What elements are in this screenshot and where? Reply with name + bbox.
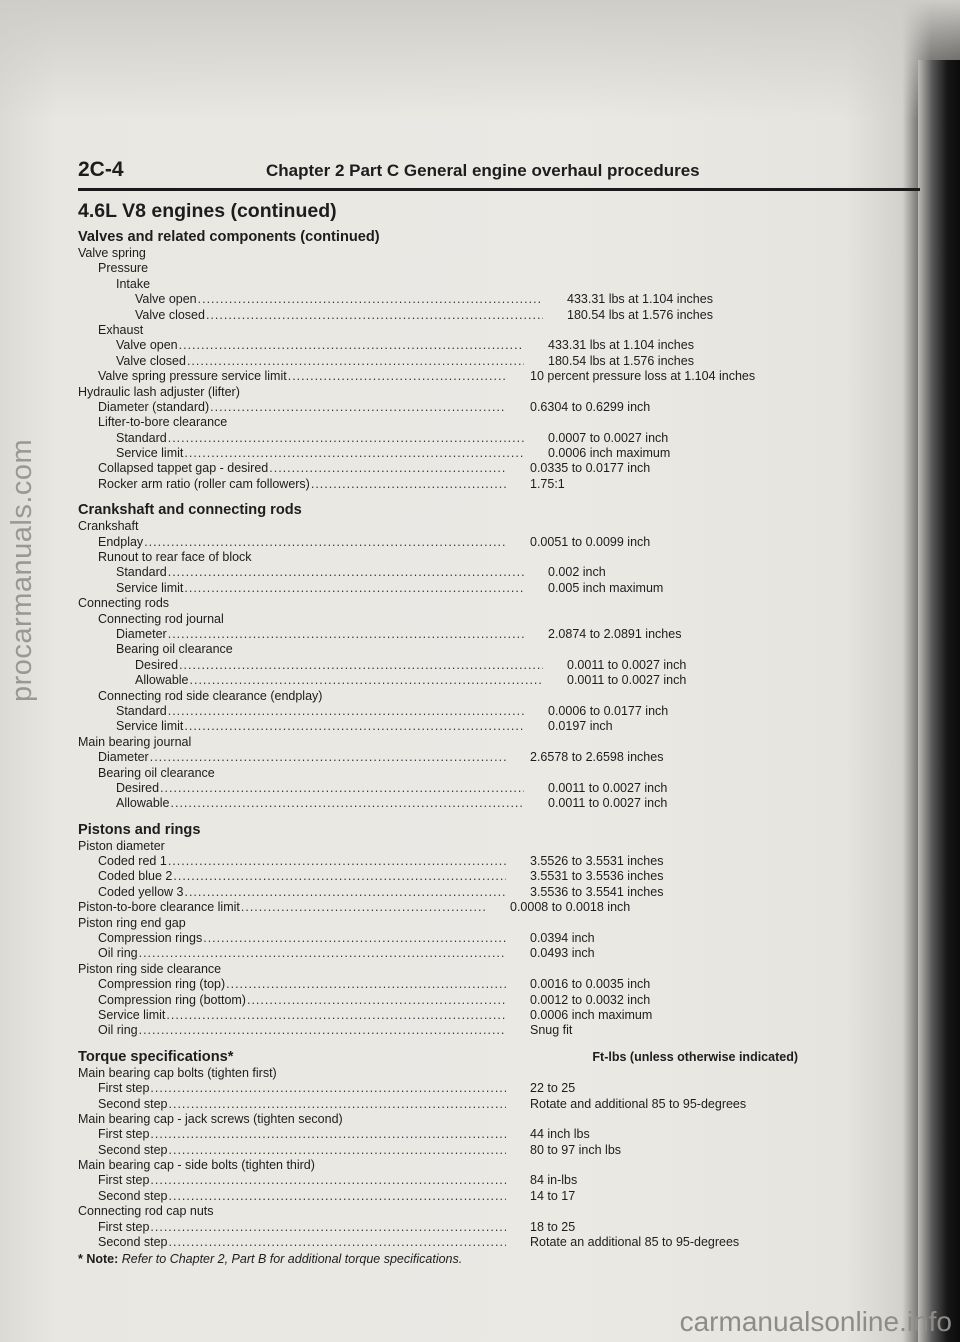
spec-label-cell: [78, 750, 506, 765]
dot-leader: [184, 719, 524, 734]
spec-value: 0.0394 inch: [530, 931, 595, 946]
spec-row: [78, 627, 778, 642]
dot-leader: [226, 977, 506, 992]
spec-label: Main bearing cap - side bolts (tighten third): [78, 1158, 315, 1173]
spec-label-cell: [78, 1235, 506, 1250]
spec-label: Bearing oil clearance: [98, 765, 215, 780]
spec-value: 0.0011 to 0.0027 inch: [548, 796, 668, 811]
spec-value: 433.31 lbs at 1.104 inches: [567, 292, 713, 307]
dot-leader: [169, 1189, 507, 1204]
dot-leader: [139, 946, 506, 961]
dot-leader: [269, 461, 506, 476]
spec-label: Diameter: [116, 626, 167, 641]
spec-label-cell: [78, 461, 506, 476]
spec-value: 433.31 lbs at 1.104 inches: [548, 338, 694, 353]
spec-label: Connecting rods: [78, 596, 170, 611]
spec-value: 3.5526 to 3.5531 inches: [530, 854, 664, 869]
spec-row: [78, 261, 778, 276]
spec-row: [78, 1127, 778, 1142]
spec-label: Second step: [98, 1188, 168, 1203]
spec-label-cell: [78, 962, 486, 977]
dot-leader: [184, 885, 506, 900]
spec-label: Second step: [98, 1235, 168, 1250]
footnote-prefix: * Note:: [78, 1252, 119, 1267]
spec-value: 0.0006 inch maximum: [548, 446, 671, 461]
spec-label-cell: [78, 1158, 486, 1173]
spec-label-cell: [78, 839, 486, 854]
spec-label-cell: [78, 400, 506, 415]
spec-label-cell: [78, 565, 524, 580]
spec-label: Rocker arm ratio (roller cam followers): [98, 476, 310, 491]
spec-label-cell: [78, 308, 543, 323]
subsection-heading-text: Crankshaft and connecting rods: [78, 502, 302, 519]
subsection-heading: [78, 501, 758, 519]
spec-row: [78, 354, 778, 369]
spec-row: [78, 1158, 778, 1173]
dot-leader: [150, 1220, 506, 1235]
spec-value: 0.6304 to 0.6299 inch: [530, 399, 651, 414]
spec-label: Valve closed: [116, 353, 186, 368]
spec-label-cell: [78, 766, 506, 781]
dot-leader: [184, 446, 524, 461]
spec-label-cell: [78, 673, 543, 688]
spec-label: Main bearing cap - jack screws (tighten second): [78, 1111, 343, 1126]
spec-value: 10 percent pressure loss at 1.104 inches: [530, 369, 756, 384]
spec-label: Endplay: [98, 534, 144, 549]
spec-label-cell: [78, 1220, 506, 1235]
spec-row: [78, 519, 778, 534]
spec-row: [78, 565, 778, 580]
dot-leader: [206, 308, 543, 323]
dot-leader: [171, 796, 524, 811]
spec-label-cell: [78, 446, 524, 461]
subsection-heading-text: Torque specifications*: [78, 1048, 234, 1065]
spec-label: Oil ring: [98, 946, 138, 961]
dot-leader: [166, 1008, 506, 1023]
spec-label: Valve closed: [135, 307, 205, 322]
spec-label-cell: [78, 781, 524, 796]
spec-row: [78, 338, 778, 353]
section-gap: [78, 1039, 778, 1048]
spec-row: [78, 431, 778, 446]
spec-row: [78, 931, 778, 946]
spec-value: 0.0197 inch: [548, 719, 613, 734]
spec-label: Exhaust: [98, 322, 144, 337]
spec-value: 0.0016 to 0.0035 inch: [530, 977, 651, 992]
dot-leader: [150, 1173, 506, 1188]
spec-label: Service limit: [116, 446, 184, 461]
spec-label-cell: [78, 796, 524, 811]
spec-label-cell: [78, 1127, 506, 1142]
dot-leader: [179, 338, 524, 353]
page-header: [78, 158, 920, 191]
subsection-heading: [78, 1048, 798, 1066]
spec-row: [78, 946, 778, 961]
spec-label: Compression ring (top): [98, 977, 226, 992]
spec-label-cell: [78, 689, 506, 704]
spec-label-cell: [78, 519, 486, 534]
spec-row: [78, 766, 778, 781]
spec-row: [78, 535, 778, 550]
spec-row: [78, 1143, 778, 1158]
spec-label-cell: [78, 1204, 486, 1219]
footnote-text: Refer to Chapter 2, Part B for additional torque specifications.: [121, 1252, 463, 1267]
spec-label: Valve spring: [78, 246, 146, 260]
spec-label-cell: [78, 1066, 486, 1081]
spec-label: Desired: [116, 780, 160, 795]
spec-label: Allowable: [116, 796, 170, 811]
spec-label: Valve open: [135, 292, 197, 307]
spec-label-cell: [78, 354, 524, 369]
spec-label: Valve open: [116, 338, 178, 353]
dot-leader: [288, 369, 506, 384]
spec-label-cell: [78, 735, 486, 750]
spec-row: [78, 719, 778, 734]
dot-leader: [173, 869, 506, 884]
spec-label-cell: [78, 1143, 506, 1158]
spec-label-cell: [78, 885, 506, 900]
spec-label: Diameter (standard): [98, 399, 210, 414]
spec-label-cell: [78, 993, 506, 1008]
spec-label-cell: [78, 642, 524, 657]
spec-label: Piston ring end gap: [78, 915, 186, 930]
spec-label: Collapsed tappet gap - desired: [98, 461, 269, 476]
section-title: 4.6L V8 engines (continued): [78, 200, 337, 222]
dot-leader: [241, 900, 486, 915]
spec-label: First step: [98, 1219, 150, 1234]
spec-value: 180.54 lbs at 1.576 inches: [567, 307, 713, 322]
dot-leader: [144, 535, 506, 550]
spec-label-cell: [78, 1173, 506, 1188]
spec-row: [78, 704, 778, 719]
spec-row: [78, 977, 778, 992]
spec-label-cell: [78, 246, 486, 261]
dot-leader: [311, 477, 506, 492]
dot-leader: [210, 400, 506, 415]
spec-label: Bearing oil clearance: [116, 642, 233, 657]
spec-label: Service limit: [116, 580, 184, 595]
spec-label: Second step: [98, 1142, 168, 1157]
spec-value: 0.005 inch maximum: [548, 580, 664, 595]
spec-row: [78, 385, 778, 400]
spec-value: Rotate an additional 85 to 95-degrees: [530, 1235, 740, 1250]
spec-label-cell: [78, 581, 524, 596]
dot-leader: [187, 354, 524, 369]
spec-row: [78, 292, 778, 307]
spec-value: 1.75:1: [530, 476, 565, 491]
spec-label: Hydraulic lash adjuster (lifter): [78, 384, 240, 399]
footnote: [78, 1252, 778, 1267]
spec-label: Runout to rear face of block: [98, 550, 252, 565]
spec-label-cell: [78, 535, 506, 550]
spec-value: 18 to 25: [530, 1219, 576, 1234]
dot-leader: [168, 704, 524, 719]
spec-label: Coded red 1: [98, 854, 167, 869]
spec-value: 0.0006 to 0.0177 inch: [548, 703, 669, 718]
spec-row: [78, 308, 778, 323]
spec-label-cell: [78, 1189, 506, 1204]
spec-row: [78, 900, 778, 915]
spec-row: [78, 1097, 778, 1112]
spec-row: [78, 689, 778, 704]
spec-value: 0.0011 to 0.0027 inch: [567, 673, 687, 688]
spec-row: [78, 477, 778, 492]
spec-label-cell: [78, 369, 506, 384]
spec-row: [78, 1066, 778, 1081]
spec-label: Lifter-to-bore clearance: [98, 415, 228, 430]
spec-label-cell: [78, 277, 524, 292]
spec-label: Diameter: [98, 750, 149, 765]
spec-label-cell: [78, 977, 506, 992]
spec-row: [78, 550, 778, 565]
dot-leader: [169, 1143, 507, 1158]
spec-label-cell: [78, 719, 524, 734]
dot-leader: [198, 292, 543, 307]
spec-table: [78, 228, 798, 1268]
spec-label: Oil ring: [98, 1023, 138, 1038]
spec-row: [78, 1081, 778, 1096]
dot-leader: [168, 431, 524, 446]
spec-value: 84 in-lbs: [530, 1173, 578, 1188]
spec-label-cell: [78, 916, 486, 931]
spec-label: Piston ring side clearance: [78, 961, 222, 976]
spec-label: First step: [98, 1081, 150, 1096]
side-watermark: procarmanuals.com: [6, 438, 38, 702]
spec-label-cell: [78, 869, 506, 884]
spec-row: [78, 750, 778, 765]
spec-value: 0.0493 inch: [530, 946, 595, 961]
spec-value: 44 inch lbs: [530, 1127, 590, 1142]
spec-label: Service limit: [98, 1007, 166, 1022]
spec-label-cell: [78, 854, 506, 869]
spec-row: [78, 1173, 778, 1188]
spec-label-cell: [78, 1112, 486, 1127]
spec-label: Connecting rod side clearance (endplay): [98, 688, 323, 703]
spec-label: Intake: [116, 276, 151, 291]
page-number: 2C-4: [78, 158, 124, 181]
spec-label-cell: [78, 931, 506, 946]
spec-label: First step: [98, 1127, 150, 1142]
spec-label-cell: [78, 1081, 506, 1096]
spec-label-cell: [78, 627, 524, 642]
spec-row: [78, 796, 778, 811]
spec-value: 0.0011 to 0.0027 inch: [548, 780, 668, 795]
spec-value: 0.0335 to 0.0177 inch: [530, 461, 651, 476]
spec-label: Crankshaft: [78, 519, 139, 534]
spec-label: Desired: [135, 657, 179, 672]
dot-leader: [169, 1235, 507, 1250]
section-gap: [78, 812, 778, 821]
spec-label-cell: [78, 1008, 506, 1023]
spec-row: [78, 854, 778, 869]
spec-value: 0.0011 to 0.0027 inch: [567, 657, 687, 672]
spec-label: Compression ring (bottom): [98, 992, 246, 1007]
spec-row: [78, 415, 778, 430]
subsection-heading-text: Valves and related components (continued): [78, 229, 380, 245]
spec-value: 180.54 lbs at 1.576 inches: [548, 353, 694, 368]
spec-label: Allowable: [135, 673, 189, 688]
spec-row: [78, 323, 778, 338]
spec-row: [78, 962, 778, 977]
spec-row: [78, 658, 778, 673]
dot-leader: [150, 750, 506, 765]
spec-label-cell: [78, 477, 506, 492]
spec-label: Main bearing journal: [78, 734, 192, 749]
dot-leader: [169, 1097, 507, 1112]
spec-label: Main bearing cap bolts (tighten first): [78, 1065, 277, 1080]
dot-leader: [184, 581, 524, 596]
spec-row: [78, 1204, 778, 1219]
spec-label-cell: [78, 1097, 506, 1112]
spec-label: Valve spring pressure service limit: [98, 369, 287, 384]
spec-label: Coded yellow 3: [98, 884, 184, 899]
spec-value: Rotate and additional 85 to 95-degrees: [530, 1096, 747, 1111]
spec-row: [78, 246, 778, 261]
spec-value: 3.5531 to 3.5536 inches: [530, 869, 664, 884]
spec-value: 0.0007 to 0.0027 inch: [548, 430, 669, 445]
spec-label-cell: [78, 261, 506, 276]
spec-label-cell: [78, 704, 524, 719]
spec-row: [78, 839, 778, 854]
spec-label-cell: [78, 596, 486, 611]
spec-label-cell: [78, 323, 506, 338]
spec-row: [78, 1008, 778, 1023]
spec-label: Connecting rod cap nuts: [78, 1204, 214, 1219]
spec-label-cell: [78, 900, 486, 915]
dot-leader: [190, 673, 543, 688]
spec-row: [78, 400, 778, 415]
spec-row: [78, 1220, 778, 1235]
spec-row: [78, 1112, 778, 1127]
spec-row: [78, 642, 778, 657]
spec-row: [78, 1023, 778, 1038]
spec-label-cell: [78, 946, 506, 961]
spec-label-cell: [78, 612, 506, 627]
spec-row: [78, 461, 778, 476]
spec-value: 80 to 97 inch lbs: [530, 1142, 622, 1157]
spec-label-cell: [78, 385, 486, 400]
spec-value: 14 to 17: [530, 1188, 576, 1203]
spec-label: Service limit: [116, 719, 184, 734]
subsection-heading: [78, 821, 758, 839]
spec-label-cell: [78, 550, 506, 565]
spec-label-cell: [78, 431, 524, 446]
spec-row: [78, 1189, 778, 1204]
spec-label: Standard: [116, 430, 167, 445]
spec-row: [78, 581, 778, 596]
dot-leader: [150, 1127, 506, 1142]
spec-row: [78, 993, 778, 1008]
spec-label: Second step: [98, 1096, 168, 1111]
spec-value: 3.5536 to 3.5541 inches: [530, 884, 664, 899]
spec-label-cell: [78, 415, 506, 430]
book-binding-edge: [918, 60, 960, 1342]
spec-row: [78, 446, 778, 461]
dot-leader: [179, 658, 543, 673]
section-gap: [78, 492, 778, 501]
spec-row: [78, 916, 778, 931]
bottom-watermark: carmanualsonline.info: [679, 1306, 952, 1337]
spec-row: [78, 369, 778, 384]
spec-label: Piston-to-bore clearance limit: [78, 900, 240, 915]
spec-value: 2.6578 to 2.6598 inches: [530, 750, 664, 765]
spec-label-cell: [78, 658, 543, 673]
spec-value: 0.002 inch: [548, 565, 606, 580]
dot-leader: [247, 993, 506, 1008]
spec-label-cell: [78, 338, 524, 353]
spec-value: 22 to 25: [530, 1081, 576, 1096]
spec-label-cell: [78, 292, 543, 307]
spec-value: 0.0051 to 0.0099 inch: [530, 534, 651, 549]
spec-value: 2.0874 to 2.0891 inches: [548, 626, 682, 641]
spec-label-cell: [78, 1023, 506, 1038]
spec-row: [78, 277, 778, 292]
dot-leader: [139, 1023, 506, 1038]
subsection-heading-text: Pistons and rings: [78, 821, 201, 838]
spec-label: Connecting rod journal: [98, 611, 224, 626]
spec-row: [78, 735, 778, 750]
spec-label: First step: [98, 1173, 150, 1188]
dot-leader: [168, 627, 524, 642]
spec-row: [78, 781, 778, 796]
subsection-heading-value: Ft-lbs (unless otherwise indicated): [592, 1049, 798, 1064]
dot-leader: [168, 854, 506, 869]
dot-leader: [150, 1081, 506, 1096]
spec-value: 0.0008 to 0.0018 inch: [510, 900, 631, 915]
page-top-shadow: [0, 0, 960, 120]
spec-row: [78, 1235, 778, 1250]
spec-value: Snug fit: [530, 1023, 573, 1038]
spec-label: Standard: [116, 565, 167, 580]
dot-leader: [203, 931, 506, 946]
dot-leader: [160, 781, 524, 796]
dot-leader: [168, 565, 524, 580]
subsection-heading: [78, 228, 758, 246]
spec-label: Pressure: [98, 261, 149, 276]
chapter-title: Chapter 2 Part C General engine overhaul procedures: [266, 161, 700, 180]
spec-row: [78, 673, 778, 688]
spec-row: [78, 869, 778, 884]
spec-value: 0.0006 inch maximum: [530, 1007, 653, 1022]
spec-value: 0.0012 to 0.0032 inch: [530, 992, 651, 1007]
spec-label: Compression rings: [98, 931, 203, 946]
spec-row: [78, 596, 778, 611]
spec-row: [78, 612, 778, 627]
spec-label: Standard: [116, 703, 167, 718]
spec-row: [78, 885, 778, 900]
spec-label: Piston diameter: [78, 838, 165, 853]
spec-label: Coded blue 2: [98, 869, 173, 884]
